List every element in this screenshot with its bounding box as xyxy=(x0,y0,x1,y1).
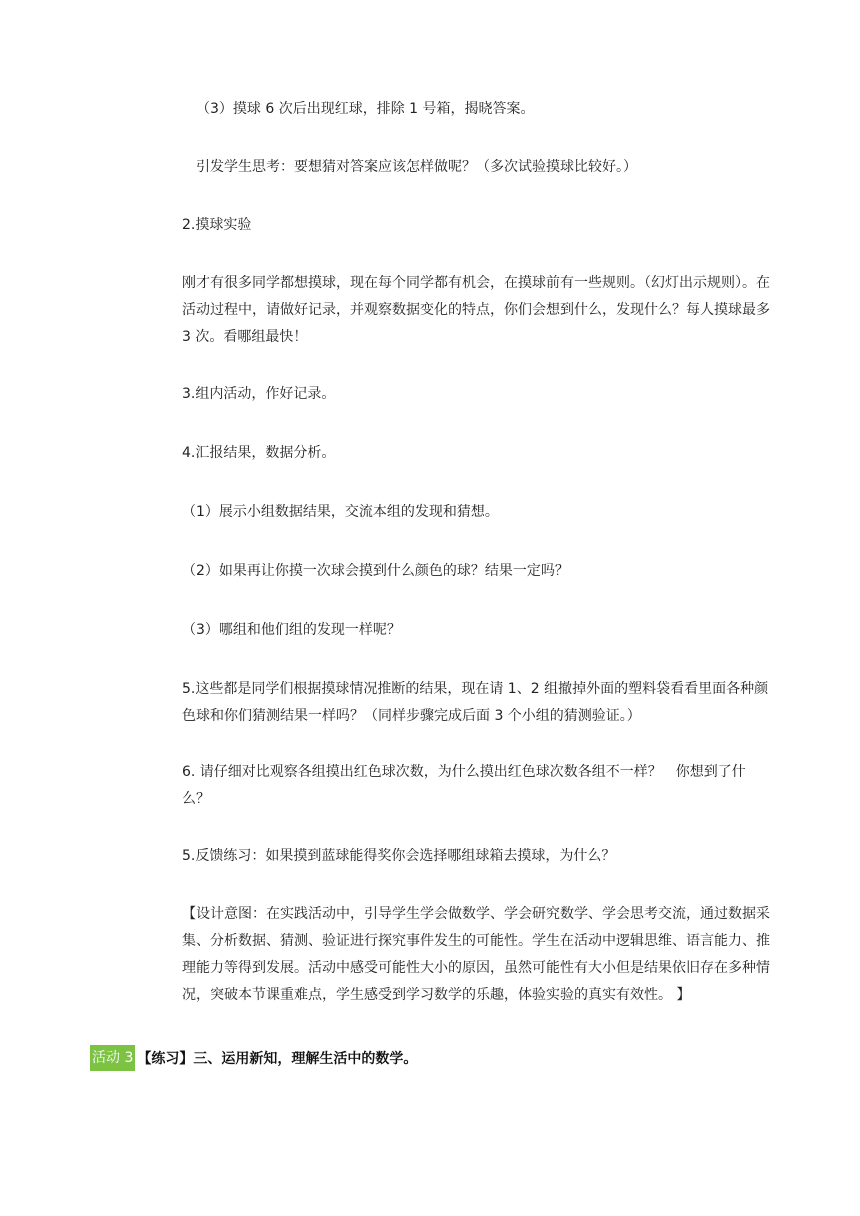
paragraph-prompt-thinking: 引发学生思考：要想猜对答案应该怎样做呢？（多次试验摸球比较好。） xyxy=(196,159,637,175)
paragraph-step3-answer: （3）摸球 6 次后出现红球，排除 1 号箱，揭晓答案。 xyxy=(196,101,535,117)
heading-group-activity: 3.组内活动，作好记录。 xyxy=(182,386,336,402)
activity-heading xyxy=(90,1044,417,1072)
paragraph-step6-compare: 6. 请仔细对比观察各组摸出红色球次数，为什么摸出红色球次数各组不一样？ 你想到了什么？ xyxy=(182,764,746,807)
paragraph-design-intent: 【设计意图：在实践活动中，引导学生学会做数学、学会研究数学、学会思考交流，通过数据采集、分析数据、猜测、验证进行探究事件发生的可能性。学生在活动中逻辑思维、语言能力、推理能力等得到发展。活动中感受可能性大小的原因，虽然可能性有大小但是结果依旧存在多种情况，突破本节课重难点，学生感受到学习数学的乐趣，体验实验的真实有效性。 】 xyxy=(182,906,770,1003)
heading-report-results: 4.汇报结果，数据分析。 xyxy=(182,445,336,461)
paragraph-sub-3: （3）哪组和他们组的发现一样呢？ xyxy=(182,622,401,638)
activity-title: 【练习】三、运用新知，理解生活中的数学。 xyxy=(137,1051,418,1067)
paragraph-sub-2: （2）如果再让你摸一次球会摸到什么颜色的球？结果一定吗？ xyxy=(182,563,569,579)
activity-badge: 活动 3 xyxy=(90,1045,135,1071)
paragraph-experiment-rules: 刚才有很多同学都想摸球，现在每个同学都有机会，在摸球前有一些规则。（幻灯出示规则）。在活动过程中，请做好记录，并观察数据变化的特点，你们会想到什么，发现什么？每人摸球最多 3 次。看哪组最快！ xyxy=(182,275,770,345)
paragraph-step5-verify: 5.这些都是同学们根据摸球情况推断的结果，现在请 1、2 组撤掉外面的塑料袋看看里面各种颜色球和你们猜测结果一样吗？（同样步骤完成后面 3 个小组的猜测验证。） xyxy=(182,681,769,724)
paragraph-sub-1: （1）展示小组数据结果，交流本组的发现和猜想。 xyxy=(182,504,499,520)
paragraph-feedback-exercise: 5.反馈练习：如果摸到蓝球能得奖你会选择哪组球箱去摸球，为什么？ xyxy=(182,848,616,864)
heading-ball-experiment: 2.摸球实验 xyxy=(182,217,252,233)
